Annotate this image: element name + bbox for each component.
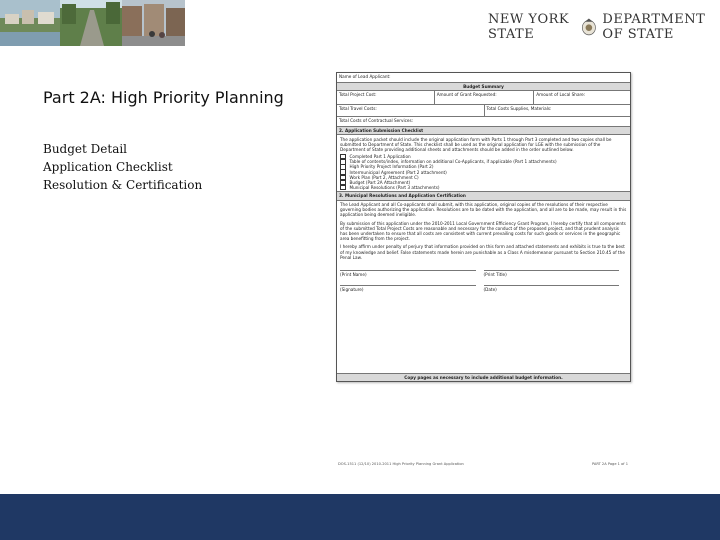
checklist-item: High Priority Project Information (Part 2) [337, 164, 630, 169]
page-footer [338, 462, 628, 466]
checklist-item: Intermunicipal Agreement (Part 2 attachment) [337, 170, 630, 175]
checkbox-icon [340, 185, 346, 191]
section2-heading: 2. Application Submission Checklist [339, 128, 424, 134]
budget-row [337, 117, 630, 127]
brand-left-text: NEW YORK STATE [488, 12, 570, 42]
signature-row [337, 285, 630, 292]
section-heading-row [337, 127, 630, 135]
total-project-cost-cell: Total Project Cost: [339, 92, 377, 98]
checklist [337, 154, 630, 190]
budget-row [337, 105, 630, 117]
slide-item: Budget Detail [43, 142, 128, 156]
budget-row [337, 91, 630, 105]
section3-paragraph: By submission of this application under the 2010-2011 Local Government Efficiency Grant Program, I hereby certify that all components of the submitted Total Project Costs are reasonable and necessary for the conduct of the proposed project, and that prudent analysis has been undertaken to ensure that all costs are consistent with current prevailing costs for such goods or services in the geographic area benefitting from the project. [340, 220, 626, 242]
slide-item-list [43, 140, 202, 194]
form-footer-text: Copy pages as necessary to include additional budget information. [404, 374, 563, 380]
contractual-costs-cell: Total Costs of Contractual Services: [339, 118, 414, 124]
checklist-item: Budget (Part 2A Attachment) [337, 180, 630, 185]
section3-heading: 3. Municipal Resolutions and Application Certification [339, 193, 466, 199]
section2-text: The application packet should include the original application form with Parts 1 through Part 3 completed and two copies shall be submitted to Department of State. This checklist shall be used as the original application for LGE with the submission of the Department of State providing additional sheets and attachments should be added in the order outlined below. [340, 136, 612, 153]
checklist-item: Work Plan (Part 2, Attachment C) [337, 175, 630, 180]
form-footer-bar [337, 373, 630, 381]
brand-right-text: DEPARTMENT OF STATE [602, 12, 706, 42]
grant-requested-cell: Amount of Grant Requested: [434, 91, 534, 104]
nys-dos-logo [488, 12, 720, 42]
slide-title: Part 2A: High Priority Planning [43, 88, 284, 107]
checklist-item: Table of contents/index, information on additional Co-Applicants, if applicable (Part 1 attachments) [337, 159, 630, 164]
header-banner [0, 0, 720, 60]
town-photo [0, 0, 60, 46]
section3-paragraph: I hereby affirm under penalty of perjury that information provided on this form and attached statements and exhibits is true to the best of my knowledge and belief. False statements made herein are punishable as a Class A misdemeanor pursuant to Section 210.45 of the Penal Law. [340, 244, 625, 260]
print-title-line: (Print Title) [484, 270, 620, 277]
page-footer-left: DOS-1511 (12/10) 2010-2011 High Priority Planning Grant Application [338, 462, 464, 466]
supplies-costs-cell: Total Costs Supplies, Materials: [484, 105, 631, 116]
section3-paragraph: The Lead Applicant and all Co-applicants shall submit, with this application, original copies of the resolutions of their respective governing bodies authorizing the application. Resolutions are to be dated with the application, and all are to be made, may result in this application being deemed ineligible. [340, 202, 627, 218]
page-footer-right: PART 2A Page 1 of 1 [591, 462, 628, 466]
travel-costs-cell: Total Travel Costs: [339, 106, 377, 112]
bottom-bar [0, 494, 720, 540]
signature-line: (Signature) [340, 285, 476, 292]
date-line: (Date) [484, 285, 620, 292]
section-heading-row [337, 191, 630, 200]
checklist-item: Municipal Resolutions (Part 3 attachments) [337, 185, 630, 190]
print-name-line: (Print Name) [340, 270, 476, 277]
canal-photo [60, 0, 122, 46]
form-page-image [336, 72, 631, 382]
state-seal-icon [581, 13, 597, 41]
applicant-row [337, 73, 630, 83]
header-photo-strip [0, 0, 185, 46]
signature-row [337, 270, 630, 277]
checklist-item: Completed Part 1 Application [337, 154, 630, 159]
budget-heading: Budget Summary [463, 84, 504, 89]
budget-heading-row [337, 83, 630, 91]
slide-item: Application Checklist [43, 160, 173, 174]
local-share-cell: Amount of Local Share: [533, 91, 630, 104]
slide-item: Resolution & Certification [43, 178, 203, 192]
street-photo [122, 0, 185, 46]
applicant-label: Name of Lead Applicant: [339, 74, 391, 79]
